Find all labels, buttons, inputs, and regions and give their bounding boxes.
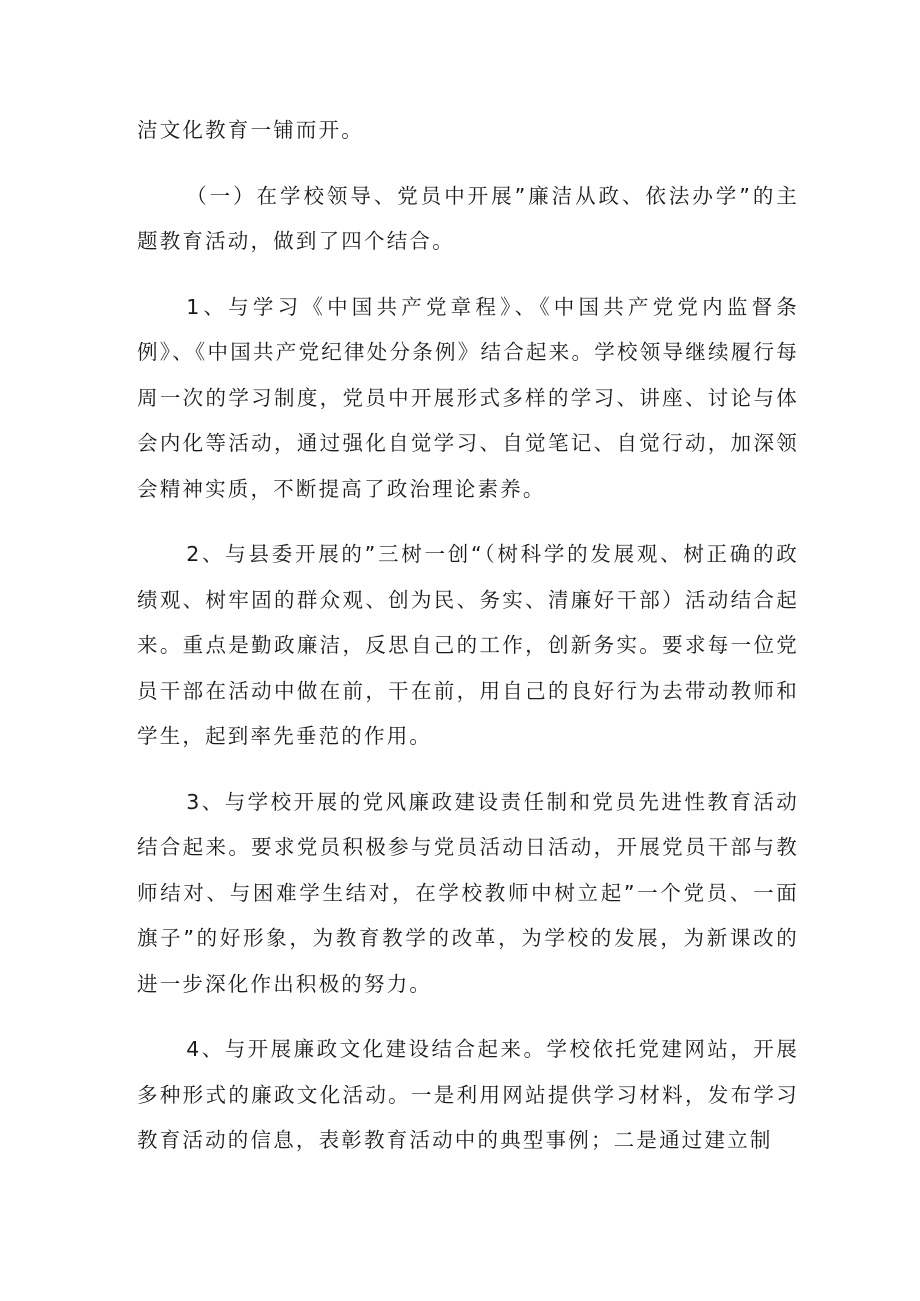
paragraph-item-4: 4、与开展廉政文化建设结合起来。学校依托党建网站，开展多种形式的廉政文化活动。一是利用网站提供学习材料，发布学习教育活动的信息，表彰教育活动中的典型事例；二是通过建立制 [137, 1037, 799, 1152]
paragraph-item-2: 2、与县委开展的”三树一创“（树科学的发展观、树正确的政绩观、树牢固的群众观、创为民、务实、清廉好干部）活动结合起来。重点是勤政廉洁，反思自己的工作，创新务实。要求每一位党员干部在活动中做在前，干在前，用自己的良好行为去带动教师和学生，起到率先垂范的作用。 [137, 542, 799, 748]
paragraph-continuation: 洁文化教育一铺而开。 [137, 118, 364, 142]
paragraph-item-3: 3、与学校开展的党风廉政建设责任制和党员先进性教育活动结合起来。要求党员积极参与党员活动日活动，开展党员干部与教师结对、与困难学生结对，在学校教师中树立起”一个党员、一面旗子”的好形象，为教育教学的改革，为学校的发展，为新课改的进一步深化作出积极的努力。 [137, 789, 799, 996]
paragraph-item-1: 1、与学习《中国共产党章程》、《中国共产党党内监督条例》、《中国共产党纪律处分条例》结合起来。学校领导继续履行每周一次的学习制度，党员中开展形式多样的学习、讲座、讨论与体会内化等活动，通过强化自觉学习、自觉笔记、自觉行动，加深领会精神实质，不断提高了政治理论素养。 [137, 294, 799, 501]
paragraph-section-heading: （一）在学校领导、党员中开展”廉洁从政、依法办学”的主题教育活动，做到了四个结合。 [137, 183, 799, 253]
document-body [137, 108, 799, 1164]
